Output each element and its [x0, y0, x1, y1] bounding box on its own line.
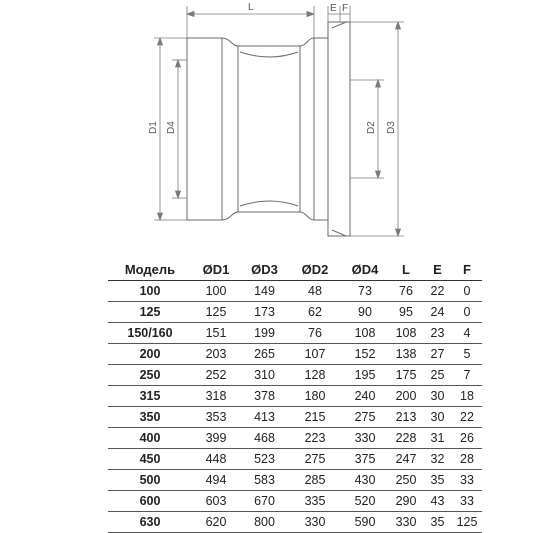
cell-d2: 223: [289, 428, 341, 449]
diffuser-drawing-svg: [0, 0, 560, 250]
cell-model: 600: [108, 491, 192, 512]
cell-f: 4: [452, 323, 482, 344]
cell-model: 250: [108, 365, 192, 386]
cell-d3: 378: [240, 386, 289, 407]
cell-l: 228: [389, 428, 423, 449]
cell-d1: 203: [192, 344, 240, 365]
cell-d2: 285: [289, 470, 341, 491]
cell-d4: 108: [341, 323, 389, 344]
header-d4: ØD4: [341, 258, 389, 281]
table-header-row: [108, 258, 482, 281]
cell-d4: 73: [341, 281, 389, 302]
cell-model: 450: [108, 449, 192, 470]
cell-d3: 265: [240, 344, 289, 365]
header-d3: ØD3: [240, 258, 289, 281]
flange-plate: [328, 22, 350, 236]
dim-D4-label: D4: [166, 121, 177, 134]
header-d2: ØD2: [289, 258, 341, 281]
cell-f: 22: [452, 407, 482, 428]
cell-e: 25: [423, 365, 452, 386]
cell-d1: 353: [192, 407, 240, 428]
cell-d3: 800: [240, 512, 289, 533]
cell-l: 175: [389, 365, 423, 386]
dim-D2-label: D2: [366, 121, 377, 134]
cell-f: 0: [452, 302, 482, 323]
cell-d1: 620: [192, 512, 240, 533]
cell-l: 247: [389, 449, 423, 470]
table-row: [108, 449, 482, 470]
table-row: [108, 344, 482, 365]
cell-d2: 76: [289, 323, 341, 344]
body-bottom-edge: [222, 212, 314, 220]
cell-f: 33: [452, 491, 482, 512]
header-e: E: [423, 258, 452, 281]
cell-d4: 275: [341, 407, 389, 428]
cell-f: 18: [452, 386, 482, 407]
dim-F-label: F: [342, 3, 349, 14]
cell-d3: 468: [240, 428, 289, 449]
cell-d3: 173: [240, 302, 289, 323]
table-body: [108, 281, 482, 533]
inner-curve-top: [240, 52, 298, 57]
table-row: [108, 386, 482, 407]
cell-d4: 520: [341, 491, 389, 512]
cell-d1: 100: [192, 281, 240, 302]
cell-l: 250: [389, 470, 423, 491]
cell-e: 22: [423, 281, 452, 302]
table-row: [108, 407, 482, 428]
cell-model: 150/160: [108, 323, 192, 344]
cell-f: 125: [452, 512, 482, 533]
table-row: [108, 512, 482, 533]
cell-model: 100: [108, 281, 192, 302]
cell-l: 138: [389, 344, 423, 365]
cell-d1: 151: [192, 323, 240, 344]
cell-model: 315: [108, 386, 192, 407]
table-row: [108, 281, 482, 302]
cell-d2: 275: [289, 449, 341, 470]
cell-d2: 107: [289, 344, 341, 365]
cell-f: 26: [452, 428, 482, 449]
body-top-edge: [222, 38, 314, 46]
dim-D3-label: D3: [386, 121, 397, 134]
cell-d4: 152: [341, 344, 389, 365]
cell-f: 5: [452, 344, 482, 365]
collar-outline: [187, 38, 222, 220]
cell-e: 35: [423, 512, 452, 533]
cell-e: 30: [423, 386, 452, 407]
inner-curve-bottom: [240, 201, 298, 206]
cell-model: 630: [108, 512, 192, 533]
cell-d2: 335: [289, 491, 341, 512]
cell-d3: 413: [240, 407, 289, 428]
cell-l: 213: [389, 407, 423, 428]
cell-d4: 240: [341, 386, 389, 407]
cell-model: 350: [108, 407, 192, 428]
cell-d1: 448: [192, 449, 240, 470]
cell-f: 33: [452, 470, 482, 491]
cell-d4: 590: [341, 512, 389, 533]
cell-d2: 215: [289, 407, 341, 428]
cell-l: 76: [389, 281, 423, 302]
cell-f: 7: [452, 365, 482, 386]
dim-D1-label: D1: [148, 121, 159, 134]
header-l: L: [389, 258, 423, 281]
cell-d1: 252: [192, 365, 240, 386]
cell-e: 32: [423, 449, 452, 470]
cell-d3: 523: [240, 449, 289, 470]
cell-d2: 62: [289, 302, 341, 323]
cell-e: 43: [423, 491, 452, 512]
cell-d4: 195: [341, 365, 389, 386]
cell-d3: 199: [240, 323, 289, 344]
table-row: [108, 302, 482, 323]
cell-l: 200: [389, 386, 423, 407]
header-f: F: [452, 258, 482, 281]
technical-drawing: [0, 0, 560, 250]
cell-d4: 90: [341, 302, 389, 323]
cell-e: 27: [423, 344, 452, 365]
spec-table: [108, 258, 482, 533]
cell-f: 28: [452, 449, 482, 470]
cell-e: 31: [423, 428, 452, 449]
cell-d1: 318: [192, 386, 240, 407]
table-row: [108, 323, 482, 344]
cell-e: 35: [423, 470, 452, 491]
cell-model: 400: [108, 428, 192, 449]
cell-model: 500: [108, 470, 192, 491]
cell-l: 290: [389, 491, 423, 512]
cell-l: 108: [389, 323, 423, 344]
cell-d3: 149: [240, 281, 289, 302]
flange-bevel: [332, 22, 346, 236]
cell-f: 0: [452, 281, 482, 302]
cell-d4: 330: [341, 428, 389, 449]
table-row: [108, 365, 482, 386]
cell-d1: 399: [192, 428, 240, 449]
cell-d3: 670: [240, 491, 289, 512]
table-row: [108, 428, 482, 449]
cell-model: 200: [108, 344, 192, 365]
cell-d2: 180: [289, 386, 341, 407]
cell-e: 30: [423, 407, 452, 428]
cell-e: 23: [423, 323, 452, 344]
cell-l: 95: [389, 302, 423, 323]
cell-d1: 603: [192, 491, 240, 512]
header-d1: ØD1: [192, 258, 240, 281]
table-row: [108, 470, 482, 491]
cell-d3: 310: [240, 365, 289, 386]
cell-d4: 430: [341, 470, 389, 491]
cell-d4: 375: [341, 449, 389, 470]
cell-d2: 48: [289, 281, 341, 302]
cell-d2: 128: [289, 365, 341, 386]
cell-e: 24: [423, 302, 452, 323]
dim-E-label: E: [330, 3, 337, 14]
cell-model: 125: [108, 302, 192, 323]
cell-d1: 125: [192, 302, 240, 323]
dim-L-label: L: [248, 2, 254, 13]
cell-d1: 494: [192, 470, 240, 491]
header-model: Модель: [108, 258, 192, 281]
cell-l: 330: [389, 512, 423, 533]
right-collar: [314, 38, 328, 220]
cell-d3: 583: [240, 470, 289, 491]
table-row: [108, 491, 482, 512]
cell-d2: 330: [289, 512, 341, 533]
